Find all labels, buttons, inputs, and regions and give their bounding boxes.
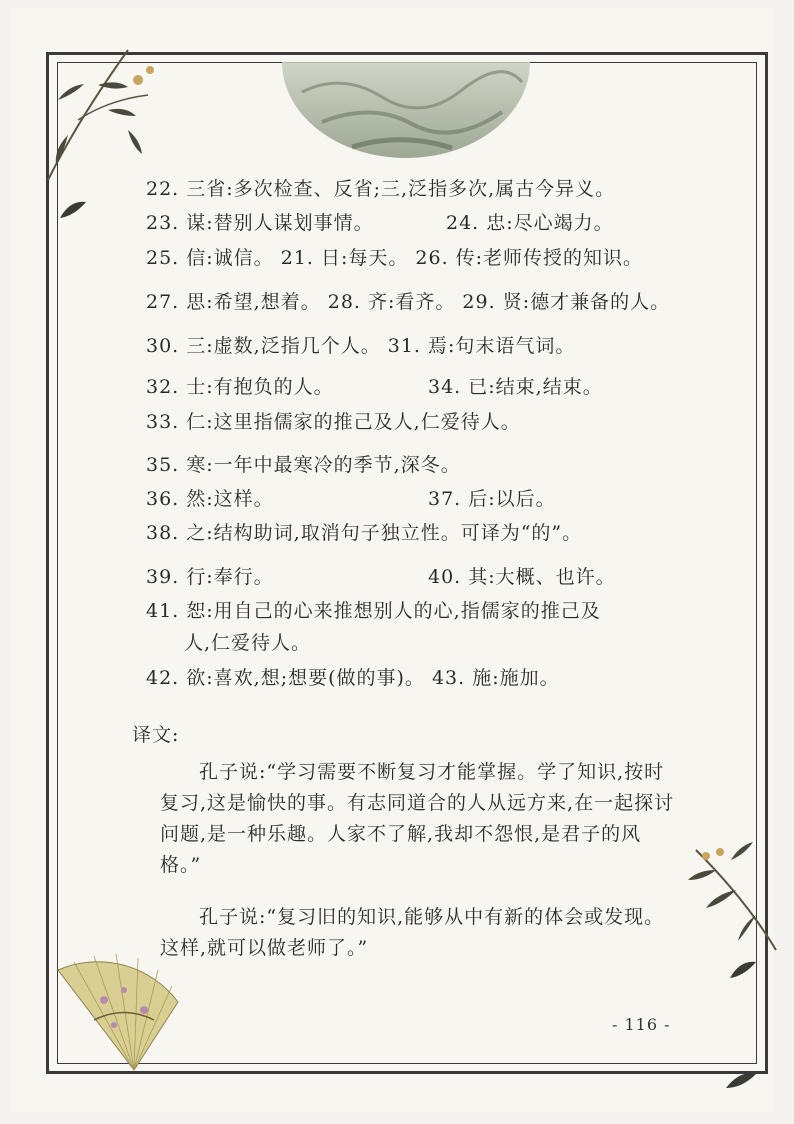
annotation-line: 30. 三:虚数,泛指几个人。 31. 焉:句末语气词。 [146,335,576,357]
leaf-icon [58,200,88,220]
annotation-line: 32. 士:有抱负的人。 [146,376,334,398]
annotation-line: 34. 已:结束,结束。 [428,376,603,398]
leaf-icon [724,1070,758,1090]
annotation-line: 24. 忠:尽心竭力。 [446,212,614,234]
annotation-line: 40. 其:大概、也许。 [428,566,616,588]
leaf-icon [728,960,758,980]
annotation-line: 37. 后:以后。 [428,488,556,510]
annotation-line: 33. 仁:这里指儒家的推己及人,仁爱待人。 [146,411,521,433]
annotation-line: 38. 之:结构助词,取消句子独立性。可译为“的”。 [146,522,583,544]
annotation-line: 25. 信:诚信。 21. 日:每天。 26. 传:老师传授的知识。 [146,247,644,269]
annotation-line: 27. 思:希望,想着。 28. 齐:看齐。 29. 贤:德才兼备的人。 [146,291,671,313]
annotation-line: 35. 寒:一年中最寒冷的季节,深冬。 [146,454,461,476]
landscape-fan-icon [282,62,530,158]
annotation-line: 人,仁爱待人。 [184,632,312,654]
annotation-line: 36. 然:这样。 [146,488,274,510]
folding-fan-icon [54,950,184,1075]
annotation-line: 42. 欲:喜欢,想;想要(做的事)。 43. 施:施加。 [146,667,560,689]
translation-paragraph: 孔子说:“复习旧的知识,能够从中有新的体会或发现。这样,就可以做老师了。” [160,906,665,959]
bamboo-icon [676,830,786,960]
bamboo-icon [38,40,168,190]
annotation-line: 41. 恕:用自己的心来推想别人的心,指儒家的推己及 [146,600,601,622]
annotation-line: 22. 三省:多次检查、反省;三,泛指多次,属古今异义。 [146,178,616,200]
translation-paragraph: 孔子说:“学习需要不断复习才能掌握。学了知识,按时复习,这是愉快的事。有志同道合的人从远方来,在一起探讨问题,是一种乐趣。人家不了解,我却不怨恨,是君子的风格。” [160,761,675,876]
page-number: - 116 - [612,1015,671,1034]
annotation-line: 39. 行:奉行。 [146,566,274,588]
translation-heading: 译文: [132,724,180,746]
annotation-line: 23. 谋:替别人谋划事情。 [146,212,374,234]
